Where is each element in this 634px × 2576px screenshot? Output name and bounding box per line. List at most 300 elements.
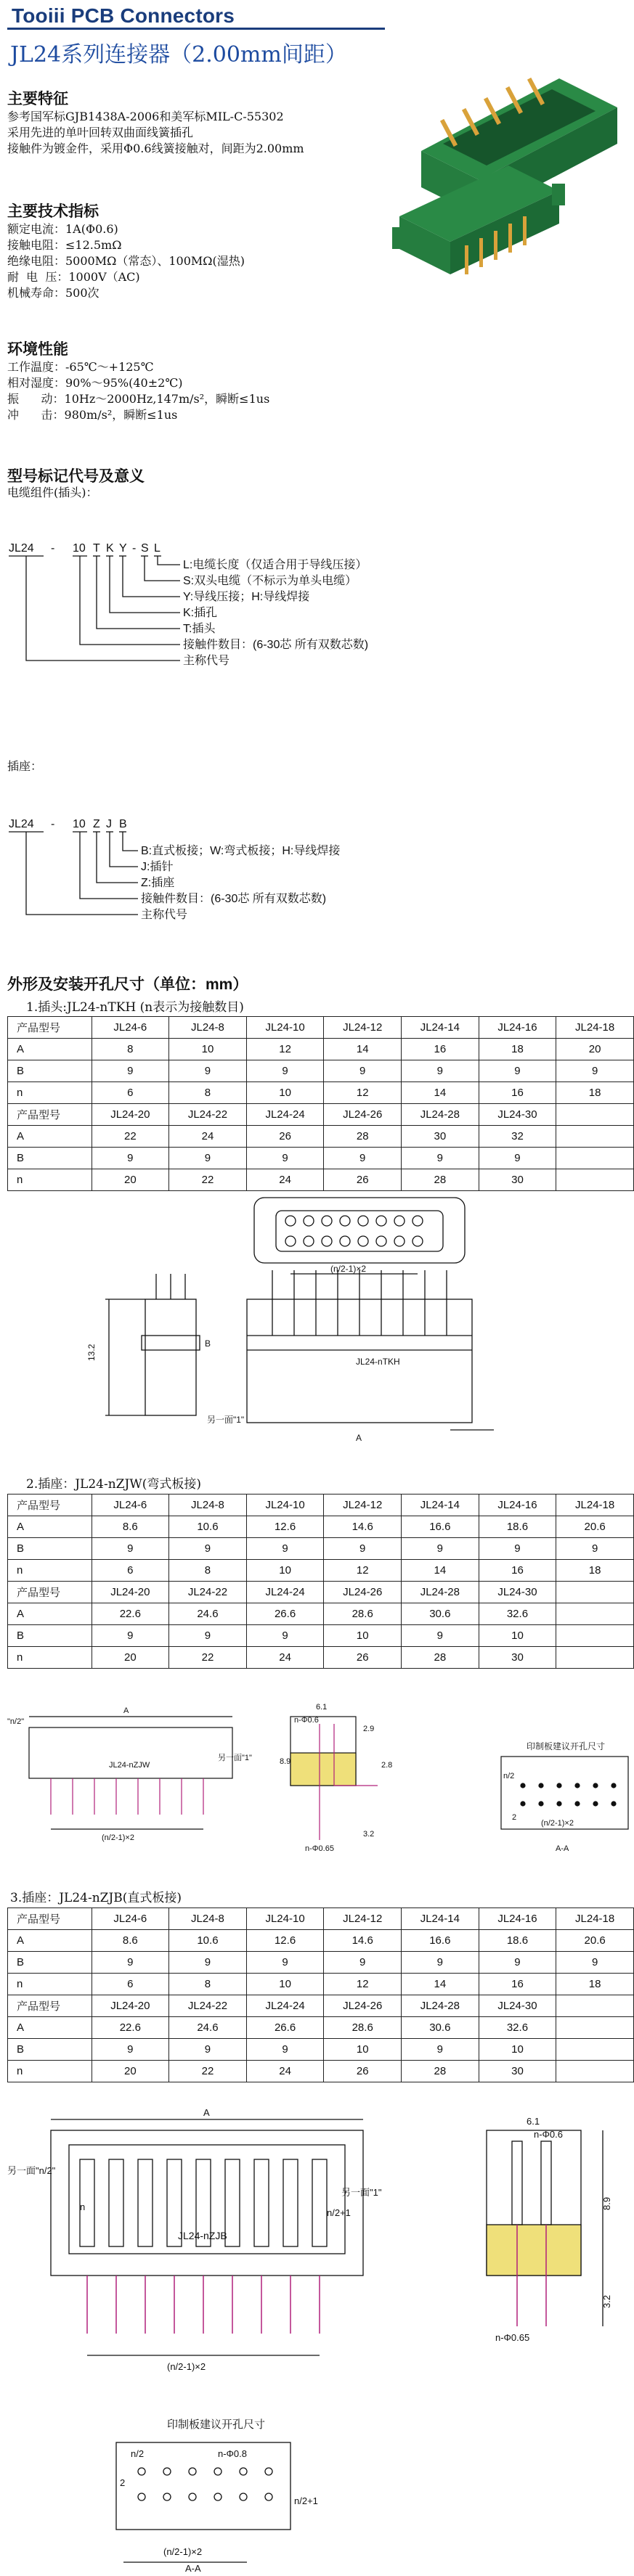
table-cell: JL24-28 — [402, 1582, 479, 1603]
dimension-table — [7, 1908, 634, 2082]
table-cell: 9 — [92, 1952, 169, 1974]
pcb-title: 印制板建议开孔尺寸 — [527, 1741, 606, 1751]
table-cell: 26 — [324, 2061, 402, 2082]
table-row — [8, 1039, 634, 1060]
table-cell: JL24-24 — [246, 1995, 324, 2017]
table-cell: 9 — [169, 1148, 247, 1169]
table-cell — [556, 1603, 634, 1625]
table-cell: 14.6 — [324, 1516, 402, 1538]
spec-line: 接触电阻：≤12.5mΩ — [7, 238, 122, 252]
table-cell: 产品型号 — [8, 1582, 92, 1603]
features-heading: 主要特征 — [7, 91, 68, 107]
dim-label: 8.9 — [601, 2196, 612, 2210]
table-cell: 6 — [92, 1974, 169, 1995]
dim-label: n-Φ0.65 — [495, 2332, 530, 2343]
table-cell: 8 — [92, 1039, 169, 1060]
table-cell: 9 — [246, 1148, 324, 1169]
table-cell: JL24-26 — [324, 1582, 402, 1603]
table-cell: 9 — [556, 1952, 634, 1974]
table-cell: A — [8, 1603, 92, 1625]
code-part: - — [51, 818, 55, 830]
plug-front-pins — [272, 1270, 447, 1336]
table-cell: 16 — [479, 1974, 556, 1995]
table-cell: JL24-20 — [92, 1995, 169, 2017]
table-cell: 9 — [402, 2039, 479, 2061]
table-cell — [556, 1995, 634, 2017]
bent-socket-drawing — [0, 1695, 634, 1865]
table-cell: 24 — [246, 1169, 324, 1191]
brand-name: Tooiii PCB Connectors — [12, 4, 235, 27]
table-row — [8, 1625, 634, 1647]
table-cell: 28.6 — [324, 1603, 402, 1625]
table-cell: 12 — [324, 1974, 402, 1995]
table-cell: 9 — [479, 1538, 556, 1560]
table-cell: 16.6 — [402, 1930, 479, 1952]
feature-line: 采用先进的单叶回转双曲面线簧插孔 — [7, 126, 194, 139]
table-cell: B — [8, 1538, 92, 1560]
dim-label: 另一面"1" — [341, 2187, 382, 2198]
dim-label: A — [203, 2107, 210, 2118]
table-cell: 产品型号 — [8, 1017, 92, 1039]
dim-label: 6.1 — [527, 2116, 540, 2127]
section-3-title: 3.插座：JL24-nZJB(直式板接) — [10, 1891, 182, 1905]
table-cell: 9 — [479, 1148, 556, 1169]
table-cell: 10 — [169, 1039, 247, 1060]
table-row — [8, 2061, 634, 2082]
table-cell: n — [8, 1647, 92, 1669]
table-cell: 9 — [324, 1538, 402, 1560]
table-cell: 22 — [169, 1169, 247, 1191]
table-cell: 32.6 — [479, 1603, 556, 1625]
table-cell: 6 — [92, 1082, 169, 1104]
table-cell: 10 — [324, 2039, 402, 2061]
code-part: 10 — [73, 818, 86, 830]
table-cell: 30.6 — [402, 2017, 479, 2039]
table-row — [8, 1603, 634, 1625]
table-cell: 26 — [324, 1647, 402, 1669]
code-meaning: L:电缆长度（仅适合用于导线压接） — [183, 559, 367, 571]
table-cell: 9 — [556, 1060, 634, 1082]
table-cell: B — [8, 1952, 92, 1974]
table-cell — [556, 1169, 634, 1191]
table-cell: JL24-20 — [92, 1582, 169, 1603]
socket-heading: 插座： — [7, 759, 43, 773]
table-cell: 16 — [479, 1082, 556, 1104]
table-cell: 18 — [479, 1039, 556, 1060]
table-cell: n — [8, 1082, 92, 1104]
table-cell: n — [8, 2061, 92, 2082]
pcb-holes — [521, 1783, 616, 1806]
code-part: Y — [119, 542, 127, 555]
table-cell: 12 — [324, 1560, 402, 1582]
connector-label: JL24-nZJB — [178, 2230, 227, 2241]
code-part: T — [93, 542, 100, 555]
table-cell: 9 — [402, 1148, 479, 1169]
table-cell: 9 — [246, 1625, 324, 1647]
code-part: S — [141, 542, 149, 555]
table-cell: JL24-14 — [402, 1017, 479, 1039]
code-meaning: S:双头电缆（不标示为单头电缆） — [183, 575, 357, 587]
table-cell: 22.6 — [92, 2017, 169, 2039]
table-cell: 10.6 — [169, 1516, 247, 1538]
table-cell: B — [8, 1060, 92, 1082]
table-cell — [556, 2017, 634, 2039]
table-cell: JL24-30 — [479, 1995, 556, 2017]
table-row — [8, 2039, 634, 2061]
table-cell: 20 — [556, 1039, 634, 1060]
table-cell: JL24-10 — [246, 1017, 324, 1039]
dim-label: (n/2-1)×2 — [167, 2361, 206, 2372]
dim-label: (n/2-1)×2 — [541, 1819, 574, 1828]
table-cell: JL24-18 — [556, 1495, 634, 1516]
table-cell: JL24-10 — [246, 1495, 324, 1516]
table-row — [8, 1495, 634, 1516]
table-cell: 10 — [246, 1560, 324, 1582]
table-cell: 8.6 — [92, 1516, 169, 1538]
table-cell: JL24-30 — [479, 1582, 556, 1603]
dim-label: 另一面"1" — [207, 1415, 245, 1425]
dim-label: (n/2-1)×2 — [102, 1833, 134, 1842]
dim-label: B — [205, 1338, 211, 1349]
table-cell — [556, 1647, 634, 1669]
table-cell: 26 — [324, 1169, 402, 1191]
page-title: JL24系列连接器（2.00mm间距） — [10, 42, 347, 68]
table-cell: 30 — [479, 1647, 556, 1669]
specs-heading: 主要技术指标 — [7, 203, 99, 220]
table-cell: JL24-14 — [402, 1908, 479, 1930]
environment-list — [7, 359, 269, 423]
spec-line: 额定电流：1A(Φ0.6) — [7, 222, 118, 236]
table-cell: 9 — [402, 1538, 479, 1560]
table-cell — [556, 1148, 634, 1169]
dim-label: 6.1 — [316, 1703, 328, 1712]
table-row — [8, 1582, 634, 1603]
dim-label: 3.2 — [363, 1830, 375, 1839]
table-cell: JL24-30 — [479, 1104, 556, 1126]
code-part: JL24 — [9, 818, 34, 830]
table-cell: 16 — [402, 1039, 479, 1060]
table-cell: 9 — [92, 1060, 169, 1082]
dim-label: n-Φ0.6 — [294, 1716, 319, 1725]
table-cell: A — [8, 1516, 92, 1538]
table-cell: 26 — [246, 1126, 324, 1148]
section-2-title: 2.插座：JL24-nZJW(弯式板接) — [26, 1477, 202, 1492]
table-cell: JL24-12 — [324, 1495, 402, 1516]
table-cell: JL24-6 — [92, 1017, 169, 1039]
socket-illustration — [392, 165, 565, 274]
socket-code-diagram — [0, 798, 634, 958]
table-cell: 16.6 — [402, 1516, 479, 1538]
table-cell: 30 — [479, 2061, 556, 2082]
dim-label: n-Φ0.8 — [218, 2448, 248, 2459]
dim-label: 2 — [512, 1813, 517, 1822]
table-cell: 9 — [324, 1952, 402, 1974]
table-cell: 20 — [92, 1169, 169, 1191]
table-cell: A — [8, 2017, 92, 2039]
table-cell: JL24-24 — [246, 1582, 324, 1603]
code-part: J — [106, 818, 112, 830]
table-cell: 9 — [169, 2039, 247, 2061]
pcb-title: 印制板建议开孔尺寸 — [167, 2418, 266, 2431]
dim-label: A — [356, 1433, 362, 1443]
table-cell: B — [8, 1148, 92, 1169]
table-cell: 14 — [324, 1039, 402, 1060]
dimensions-heading: 外形及安装开孔尺寸（单位：mm） — [7, 976, 248, 993]
table-cell: 9 — [246, 1060, 324, 1082]
table-cell: 30 — [402, 1126, 479, 1148]
table-cell: JL24-14 — [402, 1495, 479, 1516]
table-row — [8, 1126, 634, 1148]
code-part: JL24 — [9, 542, 34, 555]
table-cell: JL24-8 — [169, 1908, 247, 1930]
code-meaning: 主称代号 — [141, 909, 188, 921]
table-cell: 9 — [169, 1952, 247, 1974]
table-row — [8, 1148, 634, 1169]
table-cell: JL24-26 — [324, 1104, 402, 1126]
table-cell — [556, 1126, 634, 1148]
table-cell: 10 — [324, 1625, 402, 1647]
dim-label: n/2+1 — [327, 2207, 351, 2218]
table-cell: 22 — [169, 1647, 247, 1669]
table-row — [8, 1104, 634, 1126]
code-part: Z — [93, 818, 100, 830]
plug-drawing — [0, 1190, 634, 1452]
table-cell: JL24-22 — [169, 1995, 247, 2017]
dim-label: n/2 — [131, 2448, 145, 2459]
table-cell: JL24-8 — [169, 1017, 247, 1039]
table-cell: 10 — [479, 1625, 556, 1647]
feature-line: 接触件为镀金件，采用Φ0.6线簧接触对，间距为2.00mm — [7, 142, 304, 155]
table-cell: 16 — [479, 1560, 556, 1582]
dim-label: 2 — [120, 2477, 126, 2488]
table-cell: 14 — [402, 1560, 479, 1582]
code-meaning: Y:导线压接；H:导线焊接 — [183, 591, 310, 603]
spec-line: 绝缘电阻：5000MΩ（常态）、100MΩ(湿热) — [7, 254, 245, 268]
code-meaning: Z:插座 — [141, 877, 175, 889]
code-part: K — [106, 542, 114, 555]
table-cell: 9 — [169, 1060, 247, 1082]
spec-line: 机械寿命：500次 — [7, 286, 99, 300]
environment-line: 相对湿度：90%～95%(40±2℃) — [7, 376, 183, 390]
table-row — [8, 1908, 634, 1930]
table-cell: 20 — [92, 1647, 169, 1669]
table-cell: JL24-20 — [92, 1104, 169, 1126]
section-2-table — [7, 1494, 634, 1669]
table-cell: 9 — [246, 1538, 324, 1560]
table-cell: JL24-16 — [479, 1017, 556, 1039]
table-cell: 26.6 — [246, 1603, 324, 1625]
table-cell: 产品型号 — [8, 1995, 92, 2017]
table-cell: A — [8, 1039, 92, 1060]
table-cell: 9 — [324, 1060, 402, 1082]
table-cell — [556, 1625, 634, 1647]
table-cell: JL24-12 — [324, 1908, 402, 1930]
bent-front-pins — [51, 1778, 203, 1815]
table-cell: JL24-28 — [402, 1995, 479, 2017]
dim-label: (n/2-1)×2 — [330, 1264, 367, 1274]
table-row — [8, 1060, 634, 1082]
connector-label: JL24-nTKH — [356, 1357, 400, 1367]
table-cell: 9 — [324, 1148, 402, 1169]
feature-line: 参考国军标GJB1438A-2006和美军标MIL-C-55302 — [7, 110, 284, 123]
table-cell: 9 — [479, 1060, 556, 1082]
table-cell — [556, 1104, 634, 1126]
table-cell: 22 — [92, 1126, 169, 1148]
straight-socket-drawing — [0, 2101, 634, 2573]
table-cell: 32.6 — [479, 2017, 556, 2039]
table-cell: 14 — [402, 1974, 479, 1995]
table-cell: 产品型号 — [8, 1908, 92, 1930]
table-cell: A — [8, 1126, 92, 1148]
table-cell: 20.6 — [556, 1516, 634, 1538]
specs-list — [7, 221, 245, 301]
table-cell: 10.6 — [169, 1930, 247, 1952]
table-cell: 9 — [556, 1538, 634, 1560]
code-meaning: J:插针 — [141, 861, 174, 873]
table-cell: 30.6 — [402, 1603, 479, 1625]
table-cell: 12 — [324, 1082, 402, 1104]
code-meaning: 接触件数目：(6-30芯 所有双数芯数) — [141, 893, 327, 905]
straight-front-pins — [87, 2276, 320, 2334]
table-cell: 24 — [246, 1647, 324, 1669]
table-cell: 6 — [92, 1560, 169, 1582]
table-cell: 9 — [246, 2039, 324, 2061]
table-cell: JL24-26 — [324, 1995, 402, 2017]
table-row — [8, 1560, 634, 1582]
table-cell: 18.6 — [479, 1930, 556, 1952]
dim-label: n/2+1 — [294, 2495, 318, 2506]
table-cell: 12.6 — [246, 1930, 324, 1952]
table-row — [8, 1082, 634, 1104]
dimension-table — [7, 1494, 634, 1669]
table-cell: 20.6 — [556, 1930, 634, 1952]
dim-label: 2.8 — [381, 1761, 393, 1770]
table-cell: A — [8, 1930, 92, 1952]
code-meaning: B:直式板接；W:弯式板接；H:导线焊接 — [141, 845, 341, 857]
table-cell: 18 — [556, 1082, 634, 1104]
dim-label: n-Φ0.6 — [534, 2129, 564, 2140]
table-cell: JL24-6 — [92, 1495, 169, 1516]
table-cell: 8 — [169, 1082, 247, 1104]
spec-line: 耐 电 压：1000V（AC) — [7, 270, 140, 284]
table-cell: n — [8, 1560, 92, 1582]
table-cell: 9 — [92, 1538, 169, 1560]
table-row — [8, 2017, 634, 2039]
dim-label: 另一面"n/2" — [7, 2165, 56, 2176]
table-cell: 28 — [402, 1647, 479, 1669]
table-cell: 9 — [169, 1625, 247, 1647]
dim-label: n/2 — [503, 1772, 515, 1780]
table-cell: 28 — [402, 1169, 479, 1191]
environment-line: 工作温度：-65℃～+125℃ — [7, 360, 154, 374]
dim-label: A — [123, 1706, 129, 1715]
table-cell: 18 — [556, 1974, 634, 1995]
table-row — [8, 1017, 634, 1039]
table-cell: B — [8, 2039, 92, 2061]
table-row — [8, 1974, 634, 1995]
table-cell: 18.6 — [479, 1516, 556, 1538]
code-part: - — [51, 542, 55, 555]
table-row — [8, 1538, 634, 1560]
table-cell: 12 — [246, 1039, 324, 1060]
table-cell: 9 — [402, 1625, 479, 1647]
dim-label: 另一面"1" — [218, 1754, 252, 1762]
table-cell: 18 — [556, 1560, 634, 1582]
table-cell: JL24-6 — [92, 1908, 169, 1930]
environment-line: 冲 击：980m/s²，瞬断≤1us — [7, 408, 178, 422]
table-cell: JL24-22 — [169, 1104, 247, 1126]
table-cell: 8 — [169, 1560, 247, 1582]
table-cell: 9 — [92, 1148, 169, 1169]
table-cell: JL24-18 — [556, 1017, 634, 1039]
table-cell: n — [8, 1169, 92, 1191]
dim-label: 3.2 — [601, 2294, 612, 2308]
straight-pcb-holes — [138, 2468, 272, 2501]
code-meaning: 接触件数目：(6-30芯 所有双数芯数) — [183, 639, 369, 651]
table-cell: JL24-8 — [169, 1495, 247, 1516]
table-cell: JL24-18 — [556, 1908, 634, 1930]
code-meaning: T:插头 — [183, 623, 216, 635]
code-part: B — [119, 818, 127, 830]
table-cell: 8.6 — [92, 1930, 169, 1952]
table-cell: 9 — [479, 1952, 556, 1974]
code-meaning: K:插孔 — [183, 607, 218, 619]
table-cell: 9 — [402, 1060, 479, 1082]
table-cell: 9 — [169, 1538, 247, 1560]
table-cell: 28.6 — [324, 2017, 402, 2039]
table-cell — [556, 2039, 634, 2061]
table-cell: JL24-28 — [402, 1104, 479, 1126]
table-cell: 22 — [169, 2061, 247, 2082]
table-cell: 产品型号 — [8, 1104, 92, 1126]
table-cell: 24.6 — [169, 2017, 247, 2039]
code-part: 10 — [73, 542, 86, 555]
code-part: - — [132, 542, 137, 555]
features-list — [7, 109, 304, 157]
table-cell: 24.6 — [169, 1603, 247, 1625]
table-row — [8, 1516, 634, 1538]
table-row — [8, 1647, 634, 1669]
connector-product-image — [378, 64, 632, 282]
table-cell: JL24-10 — [246, 1908, 324, 1930]
table-cell: JL24-22 — [169, 1582, 247, 1603]
cable-heading: 电缆组件(插头)： — [7, 486, 98, 499]
dim-label: 13.2 — [86, 1344, 97, 1361]
table-cell: 26.6 — [246, 2017, 324, 2039]
table-cell: JL24-24 — [246, 1104, 324, 1126]
table-cell: 28 — [324, 1126, 402, 1148]
table-cell: 产品型号 — [8, 1495, 92, 1516]
table-cell: 24 — [169, 1126, 247, 1148]
table-cell: 20 — [92, 2061, 169, 2082]
table-cell: 10 — [246, 1082, 324, 1104]
table-cell: 22.6 — [92, 1603, 169, 1625]
table-cell: 9 — [402, 1952, 479, 1974]
dim-label: 2.9 — [363, 1725, 375, 1733]
connector-label: JL24-nZJW — [109, 1761, 150, 1770]
table-cell — [556, 1582, 634, 1603]
table-cell: 8 — [169, 1974, 247, 1995]
table-row — [8, 1169, 634, 1191]
model-heading: 型号标记代号及意义 — [7, 468, 145, 485]
section-1-table — [7, 1016, 634, 1191]
table-cell: 9 — [246, 1952, 324, 1974]
table-cell: 10 — [479, 2039, 556, 2061]
table-cell: 28 — [402, 2061, 479, 2082]
brand-underline — [7, 28, 385, 30]
table-cell: JL24-12 — [324, 1017, 402, 1039]
table-cell: 9 — [92, 1625, 169, 1647]
